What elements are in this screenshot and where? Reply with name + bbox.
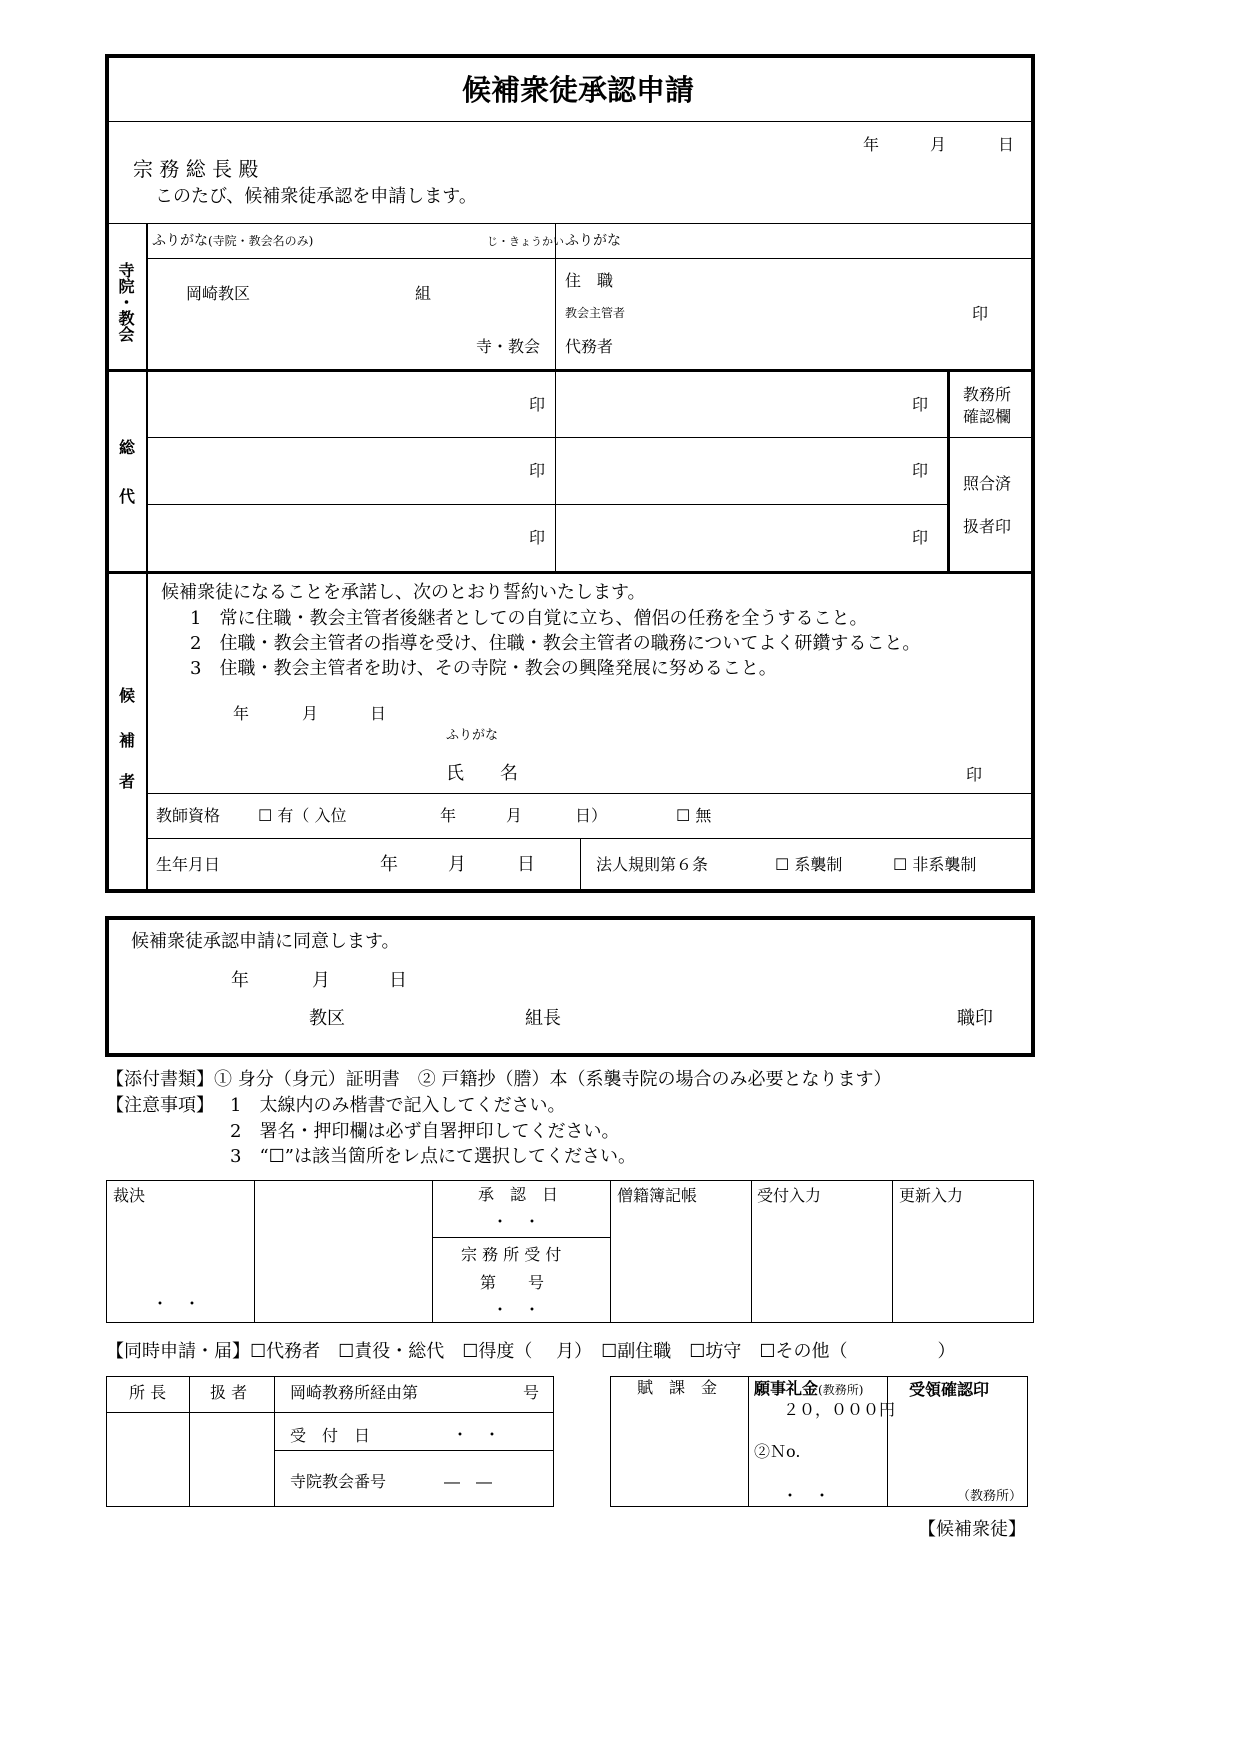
candidate-side-3: 者 <box>119 772 136 791</box>
divider <box>146 504 948 505</box>
divider <box>146 838 1033 839</box>
pledge-text: 候補衆徒になることを承諾し、次のとおり誓約いたします。 <box>161 582 646 603</box>
kyokai-shukansha-label: 教会主管者 <box>565 306 626 320</box>
check-title-line2: 確認欄 <box>963 407 1012 426</box>
rule-option-hikeishu[interactable]: ☐ 非系襲制 <box>893 855 977 874</box>
consent-text: 候補衆徒承認申請に同意します。 <box>131 931 400 952</box>
simultaneous-line <box>106 1343 956 1361</box>
shumusho-uketsuke-dots: ・ ・ <box>492 1300 541 1319</box>
divider <box>107 121 1033 122</box>
divider <box>107 223 1033 224</box>
pledge-item-1 <box>190 610 867 628</box>
ganji-amount: ２０，０００円 <box>783 1400 896 1419</box>
form-title: 候補衆徒承認申請 <box>462 73 695 107</box>
divider <box>274 1450 554 1451</box>
date-month: 月 <box>930 135 947 154</box>
date-year: 年 <box>863 135 880 154</box>
consent-seal: 職印 <box>957 1008 993 1029</box>
footer-tag: 【候補衆徒】 <box>918 1519 1026 1540</box>
pledge-item-3 <box>190 660 777 678</box>
sodai-seal: 印 <box>912 528 929 547</box>
pledge-item-num: 1 <box>190 608 202 629</box>
birth-year: 年 <box>380 854 398 875</box>
jushoku-label: 住 職 <box>565 271 614 290</box>
teacher-year: 年 <box>440 806 457 825</box>
pledge-item-text: 住職・教会主管者の指導を受け、住職・教会主管者の職務についてよく研鑽すること。 <box>219 633 921 654</box>
shonin-bi-dots: ・ ・ <box>492 1212 541 1231</box>
pledge-item-2 <box>190 635 920 653</box>
temple-furigana-label <box>152 234 313 248</box>
uketsuke-nyuryoku-label: 受付入力 <box>757 1186 822 1205</box>
sodai-side-label-2: 代 <box>119 487 136 506</box>
receipt-kyomusho: （教務所） <box>957 1489 1023 1504</box>
consent-day: 日 <box>389 970 407 991</box>
consent-year: 年 <box>231 970 249 991</box>
uketsuke-bi-dots: ・ ・ <box>452 1425 501 1444</box>
divider <box>432 1237 610 1238</box>
divider <box>189 1376 190 1507</box>
divider <box>610 1180 611 1323</box>
ganji-dots: ・ ・ <box>782 1486 831 1505</box>
teacher-day: 日） <box>575 806 608 825</box>
attach-item-1: ① 身分（身元）証明書 <box>214 1069 400 1090</box>
temple-number-dashes: ― ― <box>444 1472 493 1491</box>
divider <box>555 223 556 369</box>
birth-month: 月 <box>448 854 466 875</box>
candidate-day: 日 <box>370 704 387 723</box>
pledge-item-num: 3 <box>190 658 202 679</box>
pledge-item-text: 常に住職・教会主管者後継者としての自覚に立ち、僧侶の任務を全うすること。 <box>219 608 868 629</box>
divider <box>887 1376 888 1507</box>
sosekibo-label: 僧籍簿記帳 <box>617 1186 698 1205</box>
temple-district: 岡崎教区 <box>186 284 251 303</box>
temple-furigana-word: ふりがな <box>152 233 208 249</box>
consent-kumicho: 組長 <box>525 1008 561 1029</box>
fukakin-label: 賦 課 金 <box>637 1378 718 1397</box>
temple-kumi: 組 <box>415 284 432 303</box>
shogozumi-label: 照合済 <box>963 474 1012 493</box>
candidate-furigana: ふりがな <box>446 728 499 743</box>
shonin-bi-label: 承 認 日 <box>478 1185 559 1204</box>
go-label: 号 <box>523 1383 540 1402</box>
sodai-side-label-1: 総 <box>119 438 136 457</box>
candidate-month: 月 <box>302 704 319 723</box>
divider <box>254 1180 255 1323</box>
atsukaisha-seal-label: 扱者印 <box>963 517 1012 536</box>
candidate-name-label: 氏 名 <box>446 763 518 784</box>
teacher-no-checkbox[interactable]: ☐ 無 <box>676 806 712 825</box>
ganji-label <box>754 1381 863 1397</box>
candidate-side-1: 候 <box>119 686 136 705</box>
right-furigana-label: ふりがな <box>565 233 621 249</box>
teacher-month: 月 <box>506 806 523 825</box>
divider <box>748 1376 749 1507</box>
temple-seal: 印 <box>972 304 989 323</box>
atsukaisha-label: 扱 者 <box>210 1383 248 1402</box>
divider <box>751 1180 752 1323</box>
ganji-note: (教務所) <box>818 1383 864 1397</box>
divider <box>892 1180 893 1323</box>
shocho-label: 所 長 <box>129 1383 167 1402</box>
simultaneous-label: 【同時申請・届】 <box>106 1341 250 1362</box>
consent-month: 月 <box>312 970 330 991</box>
daimusha-label: 代務者 <box>565 337 614 356</box>
divider <box>274 1376 275 1507</box>
attach-label: 【添付書類】 <box>106 1069 214 1090</box>
attach-item-2: ② 戸籍抄（謄）本（系襲寺院の場合のみ必要となります） <box>417 1069 892 1090</box>
birth-label: 生年月日 <box>156 855 221 874</box>
sodai-seal: 印 <box>912 395 929 414</box>
sodai-seal: 印 <box>529 395 546 414</box>
attach-line <box>106 1071 891 1089</box>
candidate-seal: 印 <box>966 765 983 784</box>
candidate-side-2: 補 <box>119 731 136 750</box>
consent-kyoku: 教区 <box>309 1008 345 1029</box>
rule-label: 法人規則第６条 <box>596 855 709 874</box>
divider <box>555 370 556 572</box>
divider <box>146 258 1033 259</box>
caution-label: 【注意事項】 <box>106 1095 214 1116</box>
temple-side-label: 寺院・教会 <box>116 262 135 342</box>
divider <box>146 223 148 891</box>
caution-item: 3 “☐”は該当箇所をレ点にて選択してください。 <box>230 1146 636 1167</box>
via-label: 岡崎教務所経由第 <box>290 1383 419 1402</box>
divider <box>580 838 581 891</box>
pledge-item-num: 2 <box>190 633 202 654</box>
candidate-year: 年 <box>233 704 250 723</box>
simultaneous-options[interactable]: ☐代務者 ☐責役・総代 ☐得度（ 月） ☐副住職 ☐坊守 ☐その他（ ） <box>250 1341 956 1362</box>
no-label: ②Ｎo. <box>754 1442 801 1461</box>
divider <box>106 1412 554 1413</box>
uketsuke-bi-label: 受 付 日 <box>290 1426 371 1445</box>
intro-text: このたび、候補衆徒承認を申請します。 <box>155 186 477 207</box>
sodai-seal: 印 <box>912 461 929 480</box>
rule-option-keishu[interactable]: ☐ 系襲制 <box>775 855 843 874</box>
divider <box>107 369 1033 372</box>
check-title-line1: 教務所 <box>963 385 1012 404</box>
caution-item: 2 署名・押印欄は必ず自署押印してください。 <box>230 1121 620 1142</box>
teacher-label: 教師資格 <box>156 806 221 825</box>
pledge-item-text: 住職・教会主管者を助け、その寺院・教会の興隆発展に努めること。 <box>219 658 777 679</box>
teacher-yes-checkbox[interactable]: ☐ 有（ 入位 <box>258 806 347 825</box>
dai-go-label: 第 号 <box>480 1273 545 1292</box>
saiketsu-label: 裁決 <box>113 1186 146 1205</box>
temple-number-label: 寺院教会番号 <box>290 1472 387 1491</box>
sodai-seal: 印 <box>529 528 546 547</box>
koshin-nyuryoku-label: 更新入力 <box>899 1186 964 1205</box>
divider <box>146 793 1033 794</box>
sodai-seal: 印 <box>529 461 546 480</box>
divider <box>146 437 948 438</box>
ganji-title: 願事礼金 <box>754 1379 819 1398</box>
divider <box>432 1180 433 1323</box>
birth-day: 日 <box>517 854 535 875</box>
caution-item: 1 太線内のみ楷書で記入してください。 <box>230 1095 566 1116</box>
temple-furigana-note: (寺院・教会名のみ) <box>208 234 314 248</box>
temple-suffix: 寺・教会 <box>476 337 541 356</box>
divider <box>948 437 1033 438</box>
temple-furigana-hint: じ・きょうかい <box>487 235 564 248</box>
office-table <box>106 1180 1034 1323</box>
date-day: 日 <box>998 135 1015 154</box>
saiketsu-date-dots: ・ ・ <box>152 1294 201 1313</box>
receipt-seal-label: 受領確認印 <box>909 1380 990 1399</box>
addressee: 宗 務 総 長 殿 <box>133 157 259 181</box>
divider <box>107 571 1033 574</box>
divider <box>947 370 950 572</box>
shumusho-uketsuke-label: 宗 務 所 受 付 <box>461 1245 562 1264</box>
